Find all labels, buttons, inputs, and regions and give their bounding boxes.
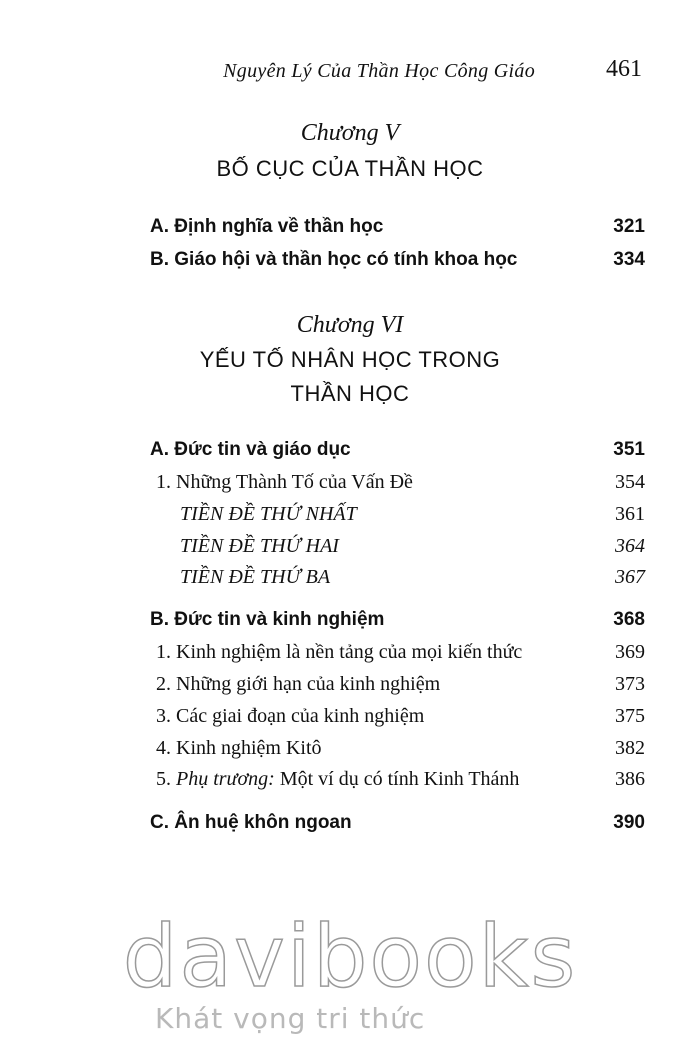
subitem-page: 364 [615, 535, 645, 557]
toc-section-a[interactable] [150, 435, 645, 465]
toc-item[interactable] [150, 669, 645, 699]
item-number: 5. [156, 768, 176, 790]
entry-text: Đức tin và kinh nghiệm [174, 609, 385, 630]
entry-prefix: A. [150, 216, 175, 237]
subitem-page: 361 [615, 503, 645, 525]
entry-page: 334 [613, 249, 645, 270]
chapter-title-line2: THẦN HỌC [290, 381, 410, 406]
item-text: Một ví dụ có tính Kinh Thánh [274, 768, 520, 790]
item-page: 386 [615, 768, 645, 790]
toc-entry[interactable] [150, 212, 645, 242]
entry-prefix: B. [150, 249, 175, 270]
chapter-label: Chương VI [296, 312, 404, 338]
item-page: 369 [615, 641, 645, 663]
chapter-5-heading [0, 118, 700, 186]
chapter-title-line1: YẾU TỐ NHÂN HỌC TRONG [199, 347, 501, 372]
chapter-label: Chương V [300, 120, 400, 146]
entry-prefix: B. [150, 609, 175, 630]
toc-item[interactable] [150, 701, 645, 731]
item-text: 1. Những Thành Tố của Vấn Đề [156, 471, 413, 493]
running-title: Nguyên Lý Của Thần Học Công Giáo [223, 60, 535, 82]
subitem-page: 367 [615, 566, 645, 588]
item-text: 4. Kinh nghiệm Kitô [156, 737, 322, 759]
entry-page: 351 [613, 439, 645, 460]
chapter-title: BỐ CỤC CỦA THẦN HỌC [216, 156, 484, 181]
item-page: 375 [615, 705, 645, 727]
subitem-text: TIỀN ĐỀ THỨ BA [180, 566, 331, 588]
toc-subitem[interactable] [150, 499, 645, 529]
entry-page: 368 [613, 609, 645, 630]
item-text: 2. Những giới hạn của kinh nghiệm [156, 673, 441, 695]
toc-entry[interactable] [150, 245, 645, 275]
entry-text: Ân huệ khôn ngoan [174, 812, 352, 833]
entry-page: 390 [613, 812, 645, 833]
subitem-text: TIỀN ĐỀ THỨ HAI [180, 535, 339, 557]
item-page: 382 [615, 737, 645, 759]
toc-section-b[interactable] [150, 605, 645, 635]
page-number: 461 [606, 56, 642, 82]
item-page: 354 [615, 471, 645, 493]
watermark-tagline: Khát vọng tri thức [155, 1002, 426, 1035]
toc-item[interactable] [150, 467, 645, 497]
toc-item[interactable] [150, 764, 645, 794]
running-head [0, 56, 700, 88]
entry-text: Giáo hội và thần học có tính khoa học [174, 249, 518, 270]
toc-section-c[interactable] [150, 808, 645, 838]
entry-text: Định nghĩa về thần học [174, 216, 384, 237]
toc-item[interactable] [150, 637, 645, 667]
chapter-6-heading [0, 310, 700, 411]
entry-text: Đức tin và giáo dục [174, 439, 351, 460]
subitem-text: TIỀN ĐỀ THỨ NHẤT [180, 503, 357, 525]
watermark-logo: davibooks [122, 907, 578, 1007]
toc-subitem[interactable] [150, 562, 645, 592]
entry-page: 321 [613, 216, 645, 237]
toc-subitem[interactable] [150, 531, 645, 561]
entry-prefix: A. [150, 439, 175, 460]
item-italic-label: Phụ trương: [176, 768, 275, 790]
item-text: 3. Các giai đoạn của kinh nghiệm [156, 705, 425, 727]
item-page: 373 [615, 673, 645, 695]
toc-item[interactable] [150, 733, 645, 763]
item-text: 1. Kinh nghiệm là nền tảng của mọi kiến thức [156, 641, 523, 663]
entry-prefix: C. [150, 812, 175, 833]
